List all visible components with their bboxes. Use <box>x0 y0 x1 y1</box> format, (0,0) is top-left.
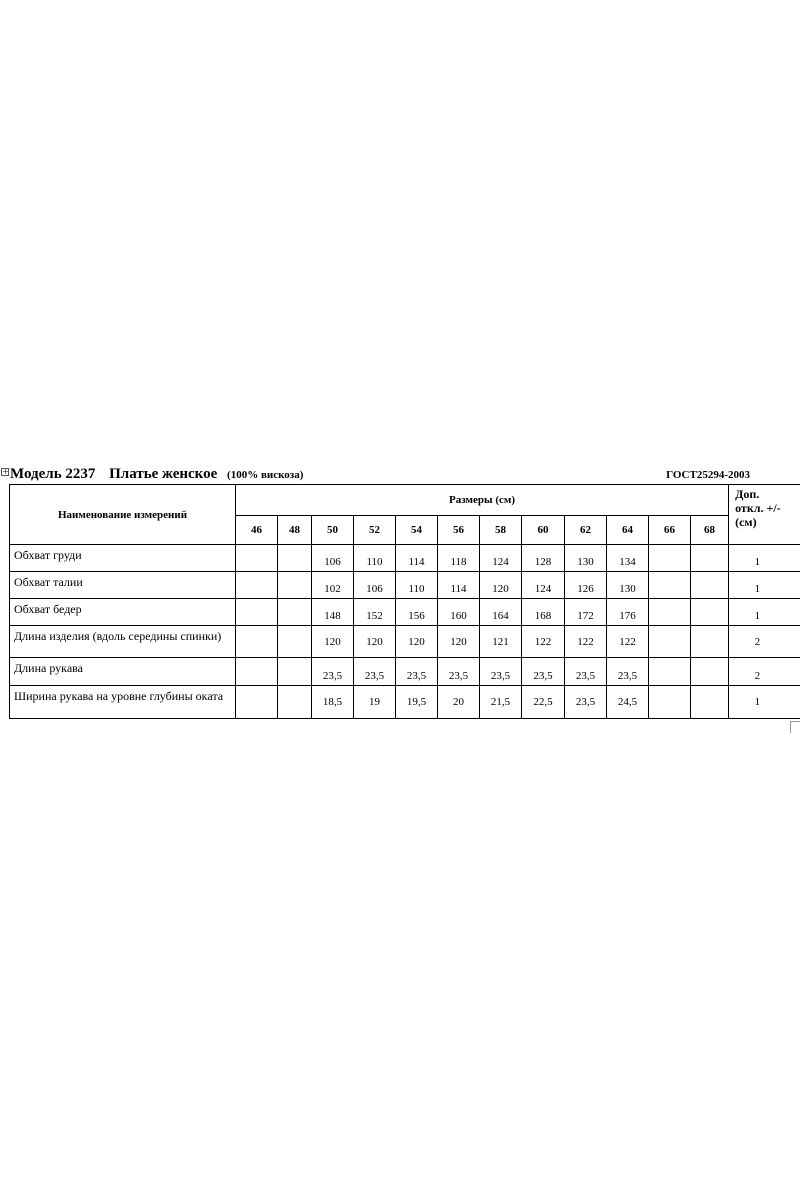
size-value-cell: 23,5 <box>438 658 480 686</box>
size-value-cell: 110 <box>396 572 438 599</box>
size-value-cell: 24,5 <box>607 686 649 719</box>
measurement-name: Обхват груди <box>10 545 236 572</box>
table-row <box>10 686 800 719</box>
size-value-cell: 120 <box>312 626 354 658</box>
size-header: 66 <box>649 516 691 545</box>
size-value-cell: 120 <box>396 626 438 658</box>
size-value-cell: 23,5 <box>522 658 565 686</box>
table-row <box>10 545 800 572</box>
size-header: 64 <box>607 516 649 545</box>
size-header: 46 <box>236 516 278 545</box>
size-value-cell: 23,5 <box>354 658 396 686</box>
table-resize-handle-icon[interactable] <box>790 721 800 733</box>
size-value-cell: 128 <box>522 545 565 572</box>
size-value-cell: 110 <box>354 545 396 572</box>
size-value-cell <box>691 626 729 658</box>
document-header <box>10 466 750 484</box>
standard-code: ГОСТ25294-2003 <box>666 469 750 481</box>
size-value-cell: 122 <box>565 626 607 658</box>
size-value-cell <box>278 572 312 599</box>
size-value-cell <box>236 686 278 719</box>
size-value-cell: 172 <box>565 599 607 626</box>
size-value-cell: 148 <box>312 599 354 626</box>
size-value-cell: 134 <box>607 545 649 572</box>
tolerance-value: 1 <box>729 572 800 599</box>
size-value-cell: 130 <box>607 572 649 599</box>
size-value-cell: 23,5 <box>396 658 438 686</box>
header-row-top <box>10 485 800 516</box>
tolerance-header-line-1: Доп. <box>735 487 760 501</box>
size-value-cell: 102 <box>312 572 354 599</box>
size-value-cell: 168 <box>522 599 565 626</box>
table-move-handle-icon[interactable]: + <box>2 467 9 476</box>
size-value-cell <box>691 599 729 626</box>
size-value-cell <box>649 545 691 572</box>
size-value-cell: 114 <box>396 545 438 572</box>
size-value-cell: 130 <box>565 545 607 572</box>
size-header: 68 <box>691 516 729 545</box>
size-value-cell: 19,5 <box>396 686 438 719</box>
size-value-cell: 120 <box>480 572 522 599</box>
size-value-cell <box>649 599 691 626</box>
column-header-sizes: Размеры (см) <box>236 485 729 516</box>
tolerance-value: 1 <box>729 686 800 719</box>
size-header: 58 <box>480 516 522 545</box>
size-value-cell: 23,5 <box>480 658 522 686</box>
measurement-name: Обхват талии <box>10 572 236 599</box>
size-value-cell: 176 <box>607 599 649 626</box>
size-value-cell: 21,5 <box>480 686 522 719</box>
column-header-tolerance <box>729 485 800 545</box>
size-value-cell: 23,5 <box>312 658 354 686</box>
size-value-cell <box>236 545 278 572</box>
size-value-cell <box>236 572 278 599</box>
size-value-cell <box>278 545 312 572</box>
size-header: 62 <box>565 516 607 545</box>
table-row <box>10 658 800 686</box>
tolerance-value: 2 <box>729 626 800 658</box>
size-value-cell: 19 <box>354 686 396 719</box>
column-header-measurement: Наименование измерений <box>10 485 236 545</box>
size-header: 56 <box>438 516 480 545</box>
size-value-cell: 114 <box>438 572 480 599</box>
size-value-cell: 164 <box>480 599 522 626</box>
tolerance-value: 1 <box>729 545 800 572</box>
size-value-cell: 152 <box>354 599 396 626</box>
size-value-cell <box>236 626 278 658</box>
size-value-cell <box>278 686 312 719</box>
size-value-cell: 121 <box>480 626 522 658</box>
table-row <box>10 572 800 599</box>
size-value-cell: 23,5 <box>565 686 607 719</box>
size-value-cell: 120 <box>438 626 480 658</box>
size-value-cell: 22,5 <box>522 686 565 719</box>
size-value-cell <box>649 658 691 686</box>
size-value-cell: 160 <box>438 599 480 626</box>
size-value-cell <box>691 572 729 599</box>
size-value-cell <box>278 626 312 658</box>
measurement-name: Длина рукава <box>10 658 236 686</box>
size-value-cell <box>649 686 691 719</box>
size-value-cell <box>649 626 691 658</box>
measurement-name: Ширина рукава на уровне глубины оката <box>10 686 236 719</box>
size-value-cell <box>278 658 312 686</box>
size-value-cell: 106 <box>354 572 396 599</box>
tolerance-header-line-2: откл. +/- <box>735 501 781 515</box>
size-value-cell <box>691 658 729 686</box>
size-value-cell: 106 <box>312 545 354 572</box>
size-value-cell <box>278 599 312 626</box>
fabric-composition: (100% вискоза) <box>227 469 304 481</box>
size-value-cell: 126 <box>565 572 607 599</box>
measurement-name: Длина изделия (вдоль середины спинки) <box>10 626 236 658</box>
size-value-cell <box>649 572 691 599</box>
size-value-cell: 124 <box>522 572 565 599</box>
size-value-cell: 18,5 <box>312 686 354 719</box>
size-value-cell: 122 <box>522 626 565 658</box>
size-chart-body <box>10 545 800 719</box>
size-value-cell <box>236 599 278 626</box>
size-value-cell <box>236 658 278 686</box>
size-value-cell <box>691 545 729 572</box>
size-header: 48 <box>278 516 312 545</box>
size-value-cell: 20 <box>438 686 480 719</box>
size-value-cell <box>691 686 729 719</box>
product-name: Платье женское <box>109 466 218 482</box>
size-value-cell: 156 <box>396 599 438 626</box>
size-header: 60 <box>522 516 565 545</box>
size-value-cell: 23,5 <box>565 658 607 686</box>
size-value-cell: 122 <box>607 626 649 658</box>
table-row <box>10 626 800 658</box>
table-row <box>10 599 800 626</box>
tolerance-value: 2 <box>729 658 800 686</box>
size-chart-table <box>9 484 800 719</box>
model-number: Модель 2237 <box>10 466 96 482</box>
tolerance-value: 1 <box>729 599 800 626</box>
size-value-cell: 118 <box>438 545 480 572</box>
size-value-cell: 23,5 <box>607 658 649 686</box>
size-value-cell: 120 <box>354 626 396 658</box>
size-header: 50 <box>312 516 354 545</box>
size-header: 54 <box>396 516 438 545</box>
document-title <box>10 466 303 483</box>
tolerance-header-line-3: (см) <box>735 515 757 529</box>
measurement-name: Обхват бедер <box>10 599 236 626</box>
size-value-cell: 124 <box>480 545 522 572</box>
size-header: 52 <box>354 516 396 545</box>
